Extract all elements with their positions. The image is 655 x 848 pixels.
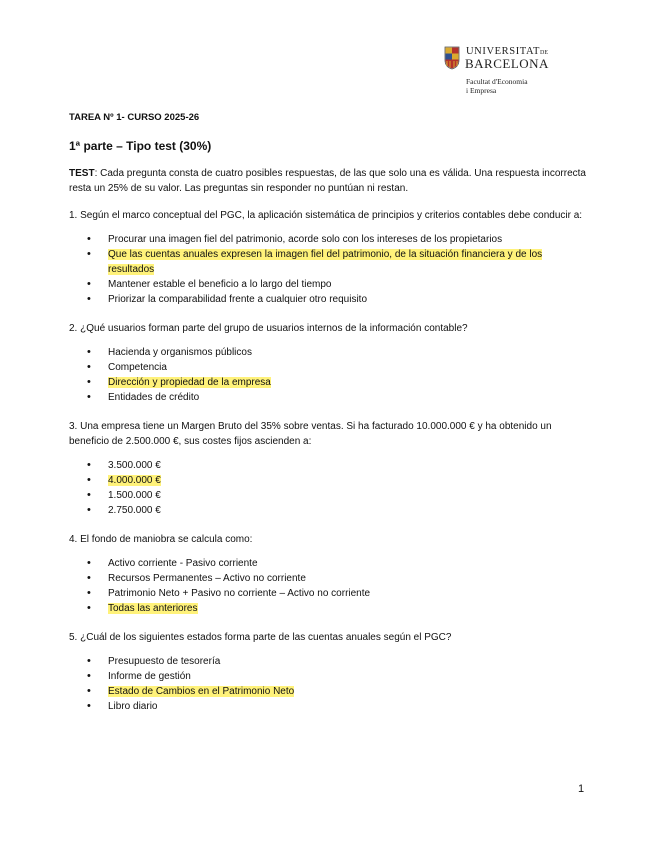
answer-option xyxy=(87,232,589,247)
answer-option-correct xyxy=(87,375,589,390)
answer-list xyxy=(69,458,589,518)
answer-list xyxy=(69,556,589,616)
answer-option xyxy=(87,586,589,601)
highlighted-answer-text: Que las cuentas anuales expresen la imagen fiel del patrimonio, de la situación financiera y de los resultados xyxy=(108,249,543,275)
course-heading: TAREA Nº 1- CURSO 2025-26 xyxy=(69,112,200,123)
answer-text: Mantener estable el beneficio a lo largo del tiempo xyxy=(108,279,332,290)
question-block xyxy=(69,321,589,405)
answer-option xyxy=(87,503,589,518)
logo-faculty-line-2: i Empresa xyxy=(466,86,497,95)
answer-option xyxy=(87,345,589,360)
answer-text: Recursos Permanentes – Activo no corriente xyxy=(108,573,306,584)
question-block xyxy=(69,630,589,714)
answer-option xyxy=(87,669,589,684)
highlighted-answer-text: Dirección y propiedad de la empresa xyxy=(108,377,271,388)
answer-text: Activo corriente - Pasivo corriente xyxy=(108,558,258,569)
document-content xyxy=(69,110,589,728)
university-logo xyxy=(444,44,554,96)
answer-option xyxy=(87,360,589,375)
answer-list xyxy=(69,232,589,307)
answer-option xyxy=(87,556,589,571)
answer-text: Priorizar la comparabilidad frente a cualquier otro requisito xyxy=(108,294,368,305)
question-text: 4. El fondo de maniobra se calcula como: xyxy=(69,534,253,545)
question-block xyxy=(69,419,589,518)
page-number: 1 xyxy=(578,783,585,795)
logo-faculty xyxy=(466,77,528,95)
answer-option xyxy=(87,458,589,473)
highlighted-answer-text: 4.000.000 € xyxy=(108,475,161,486)
answer-text: Libro diario xyxy=(108,701,158,712)
answer-text: Presupuesto de tesorería xyxy=(108,656,221,667)
answer-option-correct xyxy=(87,247,589,277)
answer-option xyxy=(87,390,589,405)
answer-option xyxy=(87,571,589,586)
answer-text: Hacienda y organismos públicos xyxy=(108,347,252,358)
question-block xyxy=(69,208,589,307)
part-title: 1ª parte – Tipo test (30%) xyxy=(69,139,212,153)
logo-line-2: BARCELONA xyxy=(465,56,549,71)
answer-text: Procurar una imagen fiel del patrimonio, acorde solo con los intereses de los propietarios xyxy=(108,234,503,245)
answer-option xyxy=(87,699,589,714)
logo-de: DE xyxy=(540,50,549,56)
answer-text: 1.500.000 € xyxy=(108,490,161,501)
highlighted-answer-text: Todas las anteriores xyxy=(108,603,198,614)
test-instructions xyxy=(69,166,589,196)
test-label: TEST xyxy=(69,168,95,179)
answer-option-correct xyxy=(87,684,589,699)
logo-faculty-line-1: Facultat d'Economia xyxy=(466,77,528,86)
answer-text: 3.500.000 € xyxy=(108,460,161,471)
logo-university: UNIVERSITAT xyxy=(466,46,541,57)
answer-text: Entidades de crédito xyxy=(108,392,200,403)
question-block xyxy=(69,532,589,616)
highlighted-answer-text: Estado de Cambios en el Patrimonio Neto xyxy=(108,686,295,697)
question-text: 3. Una empresa tiene un Margen Bruto del 35% sobre ventas. Si ha facturado 10.000.000 € y ha obtenido un beneficio de 2.500.000 €, sus costes fijos ascienden a: xyxy=(69,421,552,447)
answer-list xyxy=(69,345,589,405)
answer-option xyxy=(87,277,589,292)
university-shield-icon xyxy=(444,46,460,70)
answer-text: 2.750.000 € xyxy=(108,505,161,516)
answer-text: Competencia xyxy=(108,362,167,373)
answer-text: Patrimonio Neto + Pasivo no corriente – Activo no corriente xyxy=(108,588,371,599)
answer-option-correct xyxy=(87,473,589,488)
answer-option xyxy=(87,488,589,503)
answer-option xyxy=(87,654,589,669)
question-text: 1. Según el marco conceptual del PGC, la aplicación sistemática de principios y criterios contables debe conducir a: xyxy=(69,210,583,221)
answer-option-correct xyxy=(87,601,589,616)
answer-list xyxy=(69,654,589,714)
test-instructions-text: : Cada pregunta consta de cuatro posibles respuestas, de las que solo una es válida. Una respuesta incorrecta resta un 25% de su valor. Las preguntas sin responder no puntúan ni restan. xyxy=(69,168,586,194)
question-text: 5. ¿Cuál de los siguientes estados forma parte de las cuentas anuales según el PGC? xyxy=(69,632,452,643)
answer-option xyxy=(87,292,589,307)
answer-text: Informe de gestión xyxy=(108,671,191,682)
question-text: 2. ¿Qué usuarios forman parte del grupo de usuarios internos de la información contable? xyxy=(69,323,468,334)
